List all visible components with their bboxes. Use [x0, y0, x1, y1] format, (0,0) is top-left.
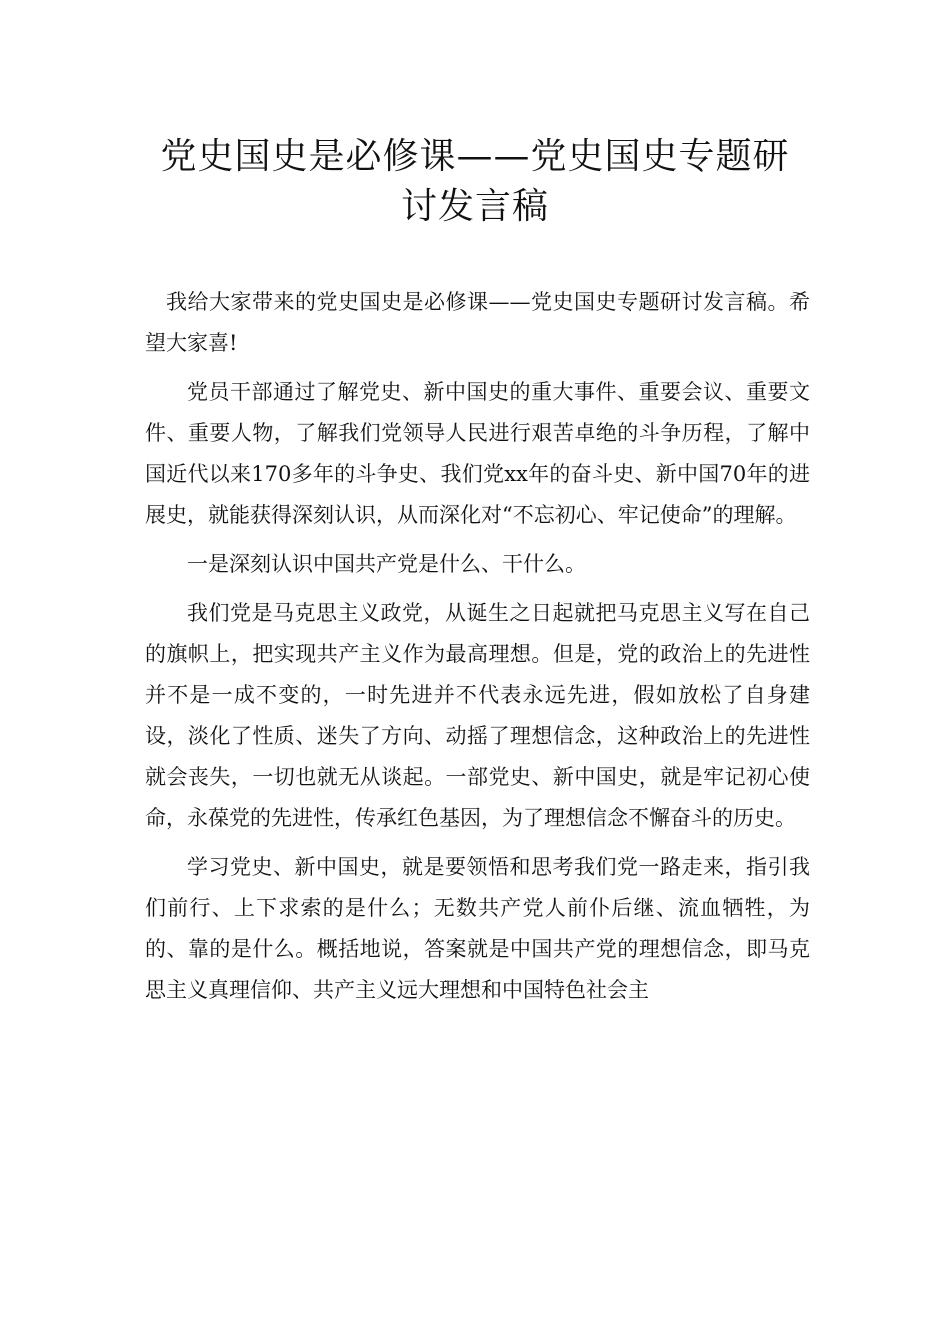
- document-body: [145, 282, 810, 1019]
- paragraph: 党员干部通过了解党史、新中国史的重大事件、重要会议、重要文件、重要人物，了解我们党领导人民进行艰苦卓绝的斗争历程，了解中国近代以来170多年的斗争史、我们党xx年的奋斗史、新中国70年的进展史，就能获得深刻认识，从而深化对“不忘初心、牢记使命”的理解。: [145, 380, 810, 527]
- paragraph: 我们党是马克思主义政党，从诞生之日起就把马克思主义写在自己的旗帜上，把实现共产主义作为最高理想。但是，党的政治上的先进性并不是一成不变的，一时先进并不代表永远先进，假如放松了自身建设，淡化了性质、迷失了方向、动摇了理想信念，这种政治上的先进性就会丧失，一切也就无从谈起。一部党史、新中国史，就是牢记初心使命，永葆党的先进性，传承红色基因，为了理想信念不懈奋斗的历史。: [145, 601, 810, 830]
- document-title: [120, 132, 830, 232]
- paragraph: 一是深刻认识中国共产党是什么、干什么。: [187, 552, 586, 576]
- title-line-1: 党史国史是必修课——党史国史专题研: [160, 136, 790, 177]
- paragraph-intro: 我给大家带来的党史国史是必修课——党史国史专题研讨发言稿。希望大家喜!: [145, 290, 810, 355]
- title-line-2: 讨发言稿: [400, 186, 549, 227]
- paragraph: 学习党史、新中国史，就是要领悟和思考我们党一路走来，指引我们前行、上下求索的是什么；无数共产党人前仆后继、流血牺牲，为的、靠的是什么。概括地说，答案就是中国共产党的理想信念，即马克思主义真理信仰、共产主义远大理想和中国特色社会主: [145, 855, 810, 1002]
